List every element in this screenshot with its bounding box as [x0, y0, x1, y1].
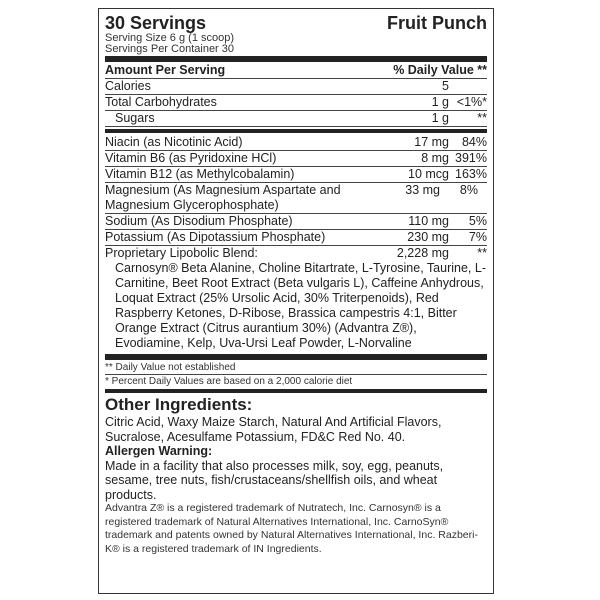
servings-per-container: Servings Per Container 30	[105, 43, 235, 55]
header-row	[105, 13, 487, 33]
table-row	[105, 230, 487, 246]
nutrient-amount: 2,228 mg	[396, 246, 449, 260]
dv-not-established-note: ** Daily Value not established	[105, 361, 487, 375]
nutrient-name: Magnesium (As Magnesium Aspartate and Magnesium Glycerophosphate)	[105, 183, 341, 212]
table-row	[105, 151, 487, 167]
table-row	[105, 135, 487, 151]
trademark-text: Advantra Z® is a registered trademark of Nutratech, Inc. Carnosyn® is a registered trademark of Natural Alternatives International, Inc. CarnoSyn® trademark and patents owned by Natural Alternatives International, Inc. Razberi-K® is a registered trademark of IN Ingredients.	[105, 502, 478, 555]
amount-per-serving-label: Amount Per Serving	[105, 63, 226, 77]
allergen-warning-text: Made in a facility that also processes milk, soy, egg, peanuts, sesame, tree nuts, fish/crustaceans/shellfish oils, and wheat products.	[105, 458, 444, 502]
nutrient-name: Niacin (as Nicotinic Acid)	[105, 135, 243, 149]
supplement-facts-panel	[98, 8, 494, 594]
nutrient-amount: 1 g	[431, 95, 449, 109]
nutrient-amount: 1 g	[431, 111, 449, 125]
percent-dv-note: * Percent Daily Values are based on a 2,000 calorie diet	[105, 376, 353, 387]
nutrient-amount: 110 mg	[408, 214, 449, 228]
nutrient-dv: **	[477, 111, 487, 125]
table-row	[105, 111, 487, 127]
nutrient-name: Calories	[105, 79, 151, 93]
nutrient-name: Potassium (As Dipotassium Phosphate)	[105, 230, 326, 244]
divider-medium	[105, 389, 487, 393]
nutrient-amount: 8 mg	[421, 151, 449, 165]
daily-value-label: % Daily Value **	[393, 63, 487, 77]
nutrient-dv: 391%	[455, 151, 487, 165]
nutrient-amount: 5	[442, 79, 449, 93]
nutrient-name: Sodium (As Disodium Phosphate)	[105, 214, 293, 228]
nutrient-amount: 230 mg	[407, 230, 449, 244]
nutrient-name: Vitamin B12 (as Methylcobalamin)	[105, 167, 295, 181]
table-row	[105, 79, 487, 95]
table-row	[105, 167, 487, 183]
nutrient-dv	[449, 79, 487, 94]
nutrient-name: Sugars	[115, 111, 155, 125]
allergen-warning-title: Allergen Warning:	[105, 444, 213, 458]
nutrient-name: Vitamin B6 (as Pyridoxine HCl)	[105, 151, 277, 165]
nutrient-dv: 7%	[468, 230, 487, 244]
nutrient-dv: **	[477, 246, 487, 260]
nutrient-dv: 163%	[455, 167, 487, 181]
nutrient-name: Proprietary Lipobolic Blend:	[105, 246, 258, 260]
servings-title: 30 Servings	[105, 13, 207, 33]
nutrient-name: Total Carbohydrates	[105, 95, 217, 109]
nutrient-amount: 10 mcg	[408, 167, 449, 181]
nutrient-dv: 8%	[459, 183, 478, 197]
table-row	[105, 246, 487, 261]
other-ingredients-title: Other Ingredients:	[105, 395, 253, 414]
table-row	[105, 214, 487, 230]
table-row	[105, 183, 487, 214]
nutrient-amount: 33 mg	[405, 183, 440, 197]
flavor-name: Fruit Punch	[387, 13, 487, 33]
blend-ingredients: Carnosyn® Beta Alanine, Choline Bitartrate, L-Tyrosine, Taurine, L-Carnitine, Beet Root Extract (Beta vulgaris L), Caffeine Anhydrous, Loquat Extract (25% Ursolic Acid, 30% Triterpenoids), Red Raspberry Ketones, D-Ribose, Brassica campestris 4:1, Bitter Orange Extract (Citrus aurantium 30%) (Advantra Z®), Evodiamine, Kelp, Uva-Ursi Leaf Powder, L-Norvaline	[115, 261, 486, 350]
table-header-row	[105, 63, 487, 79]
nutrient-dv: 5%	[468, 214, 487, 228]
divider-medium	[105, 129, 487, 133]
other-ingredients-text: Citric Acid, Waxy Maize Starch, Natural And Artificial Flavors, Sucralose, Acesulfame Potassium, FD&C Red No. 40.	[105, 415, 442, 444]
serving-size: Serving Size 6 g (1 scoop)	[105, 32, 235, 44]
table-row	[105, 95, 487, 111]
divider-thick	[105, 354, 487, 360]
nutrient-dv: 84%	[461, 135, 487, 149]
nutrient-dv: <1%*	[456, 95, 487, 109]
divider-thick	[105, 56, 487, 62]
nutrient-amount: 17 mg	[414, 135, 449, 149]
